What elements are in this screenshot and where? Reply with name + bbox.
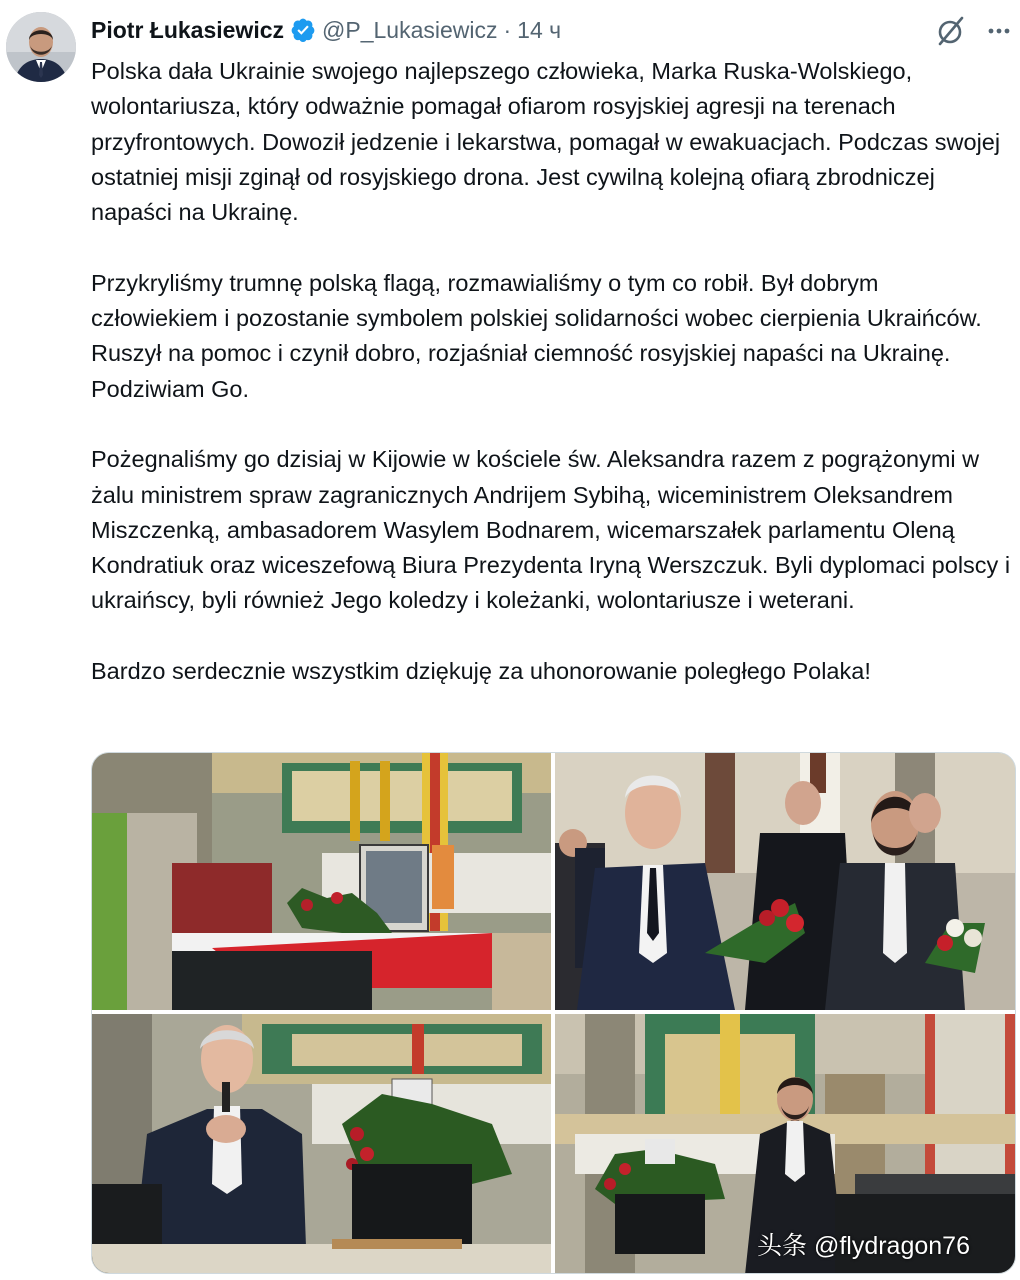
more-icon[interactable] bbox=[982, 14, 1016, 48]
grok-icon[interactable] bbox=[934, 14, 968, 48]
tweet-paragraph-3: Pożegnaliśmy go dzisiaj w Kijowie w kościele św. Aleksandra razem z pogrążonymi w żalu ministrem spraw zagranicznych Andrijem Sybihą, wiceministrem Oleksandrem Miszczenką, ambasadorem Wasylem Bodnarem, wicemarszałek parlamentu Oleną Kondratiuk oraz wiceszefową Biura Prezydenta Iryną Werszczuk. Byli dyplomaci polscy i ukraińscy, byli również Jego koledzy i koleżanki, wolontariusze i weterani. bbox=[91, 446, 1011, 614]
tweet-paragraph-2: Przykryliśmy trumnę polską flagą, rozmawialiśmy o tym co robił. Był dobrym człowiekiem i pozostanie symbolem polskiej solidarności wobec cierpienia Ukraińców. Ruszył na pomoc i czynił dobro, rozjaśniał ciemność rosyjskiej napaści na Ukrainę. Podziwiam Go. bbox=[91, 269, 982, 402]
photo-officials-roses[interactable] bbox=[555, 753, 1016, 1010]
tweet-header bbox=[91, 14, 561, 46]
verified-badge-icon bbox=[290, 17, 316, 43]
photo-speaker-minister[interactable] bbox=[92, 1014, 551, 1274]
author-handle[interactable]: @P_Lukasiewicz bbox=[322, 16, 498, 43]
photo-coffin-flag[interactable] bbox=[92, 753, 551, 1010]
tweet-paragraph-4: Bardzo serdecznie wszystkim dziękuję za uhonorowanie poległego Polaka! bbox=[91, 658, 871, 685]
media-grid bbox=[91, 752, 1016, 1274]
tweet-text bbox=[91, 54, 1011, 689]
tweet-time[interactable]: 14 ч bbox=[517, 16, 562, 43]
author-name[interactable]: Piotr Łukasiewicz bbox=[91, 16, 285, 43]
author-avatar[interactable] bbox=[6, 12, 76, 82]
watermark-text: 头条 @flydragon76 bbox=[757, 1232, 970, 1260]
tweet-paragraph-1: Polska dała Ukrainie swojego najlepszego człowieka, Marka Ruska-Wolskiego, wolontariusza, który odważnie pomagał ofiarom rosyjskiej agresji na terenach przyfrontowych. Dowoził jedzenie i lekarstwa, pomagał w ewakuacjach. Podczas swojej ostatniej misji zginął od rosyjskiego drona. Jest cywilną kolejną ofiarą zbrodniczej napaści na Ukrainę. bbox=[91, 58, 1001, 226]
separator-dot: · bbox=[503, 16, 512, 43]
